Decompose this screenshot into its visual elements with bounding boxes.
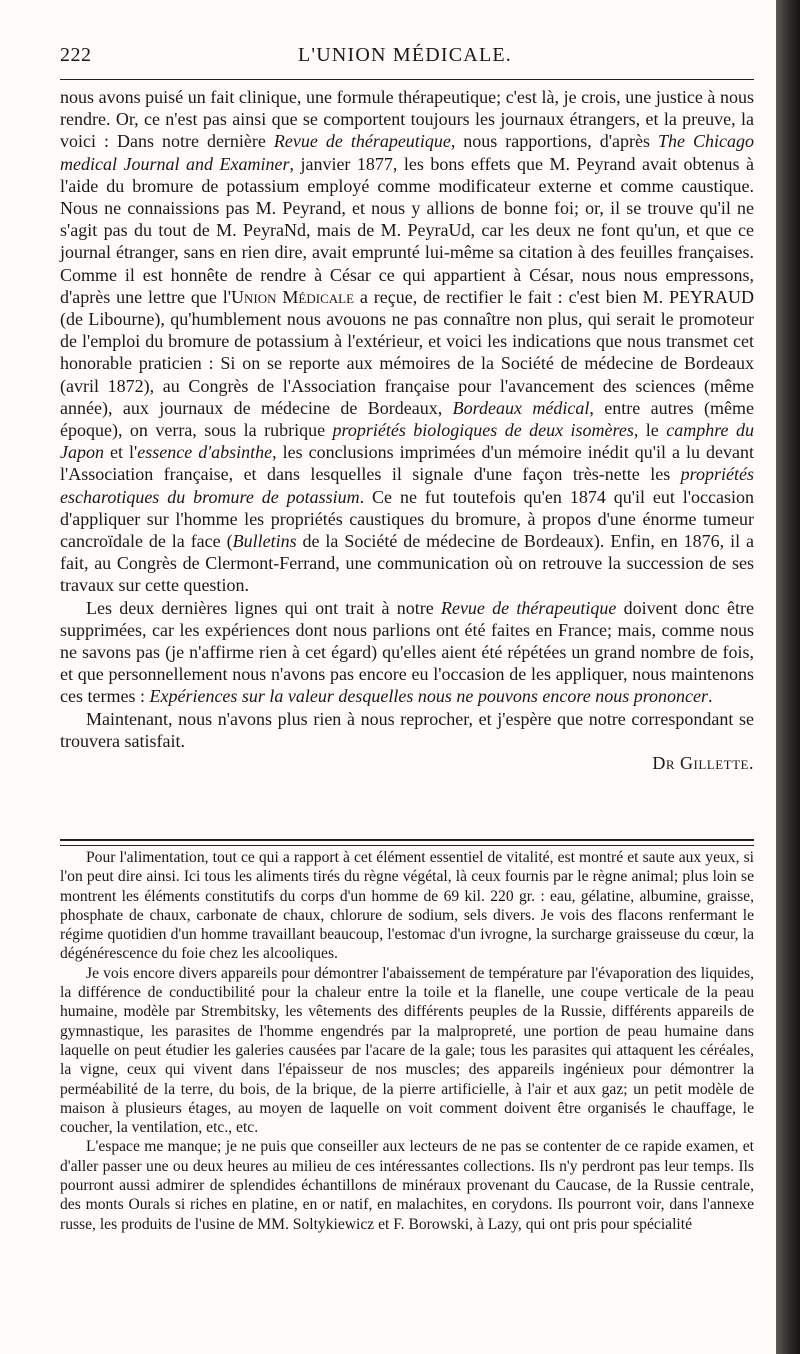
book-binding-edge	[776, 0, 800, 1354]
feuilleton-separator	[60, 839, 754, 846]
running-head: L'UNION MÉDICALE.	[298, 44, 512, 66]
feuilleton-paragraph-1: Pour l'alimentation, tout ce qui a rapport à cet élément essentiel de vitalité, est montré et saute aux yeux, si l'on peut dire ainsi. Ici tous les aliments tirés du règne végétal, là ceux fournis par le règne animal; plus loin se montrent les éléments constitutifs du corps d'un homme de 69 kil. 220 gr. : eau, gélatine, albumine, graisse, phosphate de chaux, carbonate de chaux, chlorure de sodium, sels divers. Je vois des flacons renfermant le régime quotidien d'un homme travaillant beaucoup, l'estomac d'un ivrogne, la surcharge graisseuse du cœur, la dégénérescence du foie chez les alcooliques.	[60, 849, 754, 963]
header-rule	[60, 79, 754, 80]
article-paragraph-3: Maintenant, nous n'avons plus rien à nous reprocher, et j'espère que notre correspondant se trouvera satisfait.	[60, 708, 754, 751]
signature-line	[60, 752, 754, 774]
feuilleton-paragraph-3: L'espace me manque; je ne puis que conseiller aux lecteurs de ne pas se contenter de ce rapide examen, et d'aller passer une ou deux heures au milieu de ces intéressantes collections. Ils n'y perdront pas leur temps. Ils pourront aussi admirer de splendides échantillons de minéraux provenant du Caucase, de la Russie centrale, des monts Ourals si riches en platine, en or natif, en malachites, en corydons. Ils pourront voir, dans l'annexe russe, les produits de l'usine de MM. Soltykiewicz et F. Borowski, à Lazy, qui ont pris pour spécialité	[60, 1138, 754, 1233]
main-article	[60, 86, 754, 774]
feuilleton-paragraph-2: Je vois encore divers appareils pour démontrer l'abaissement de température par l'évaporation des liquides, la différence de conductibilité pour la chaleur entre la toile et la flanelle, une coupe verticale de la peau humaine, modèle par Strembitsky, les vêtements des différents peuples de la Russie, différents appareils de gymnastique, les parasites de l'homme engendrés par la malpropreté, une portion de peau humaine dans laquelle on peut étudier les galeries causées par l'acare de la gale; tous les parasites qui attaquent les céréales, la vigne, ceux qui vivent dans l'épaisseur de nos muscles; des appareils ingénieux pour démontrer la perméabilité de la terre, du bois, de la brique, de la pierre artificielle, à l'air et aux gaz; un petit modèle de maison à plusieurs étages, au moyen de laquelle on voit comment doivent être organisés le chauffage, le coucher, la ventilation, etc., etc.	[60, 964, 754, 1137]
page-number: 222	[60, 44, 92, 66]
article-paragraph-1: nous avons puisé un fait clinique, une formule thérapeutique; c'est là, je crois, une justice à nous rendre. Or, ce n'est pas ainsi que se comportent toujours les journaux étrangers, et la preuve, la voici : Dans notre dernière Revue de thérapeutique, nous rapportions, d'après The Chicago medical Journal and Examiner, janvier 1877, les bons effets que M. Peyrand avait obtenus à l'aide du bromure de potassium employé comme modificateur externe et comme caustique. Nous ne connaissions pas M. Peyrand, et nous y allions de bonne foi; or, il se trouve qu'il ne s'agit pas du tout de M. PeyraNd, mais de M. PeyraUd, car les deux ne font qu'un, et que ce journal étranger, sans en rien dire, avait emprunté lui-même sa citation à des feuilles françaises. Comme il est honnête de rendre à César ce qui appartient à César, nous nous empressons, d'après une lettre que l'Union Médicale a reçue, de rectifier le fait : c'est bien M. PEYRAUD (de Libourne), qu'humblement nous avouons ne pas connaître non plus, qui serait le promoteur de l'emploi du bromure de potassium à l'extérieur, et voici les indications que nous transmet cet honorable praticien : Si on se reporte aux mémoires de la Société de médecine de Bordeaux (avril 1872), au Congrès de l'Association française pour l'avancement des sciences (même année), aux journaux de médecine de Bordeaux, Bordeaux médical, entre autres (même époque), on verra, sous la rubrique propriétés biologiques de deux isomères, le camphre du Japon et l'essence d'absinthe, les conclusions imprimées d'un mémoire inédit qu'il a lu devant l'Association française, et dans lesquelles il signale d'une façon très-nette les propriétés escharotiques du bromure de potassium. Ce ne fut toutefois qu'en 1874 qu'il eut l'occasion d'appliquer sur l'homme les propriétés caustiques du bromure, à propos d'une énorme tumeur cancroïdale de la face (Bulletins de la Société de médecine de Bordeaux). Enfin, en 1876, il a fait, au Congrès de Clermont-Ferrand, une communication où on retrouve la succession de ses travaux sur cette question.	[60, 87, 755, 596]
article-paragraph-2: Les deux dernières lignes qui ont trait à notre Revue de thérapeutique doivent donc être supprimées, car les expériences dont nous parlions ont été faites en France; mais, comme nous ne savons pas (je n'affirme rien à cet égard) qu'elles aient été répétées un grand nombre de fois, et que personnellement nous n'avons pas encore eu l'occasion de les appliquer, nous maintenons ces termes : Expériences sur la valeur desquelles nous ne pouvons encore nous prononcer.	[60, 597, 754, 707]
page-header	[60, 44, 750, 72]
author-signature: Dr Gillette.	[652, 753, 754, 774]
feuilleton-section	[60, 848, 754, 1234]
